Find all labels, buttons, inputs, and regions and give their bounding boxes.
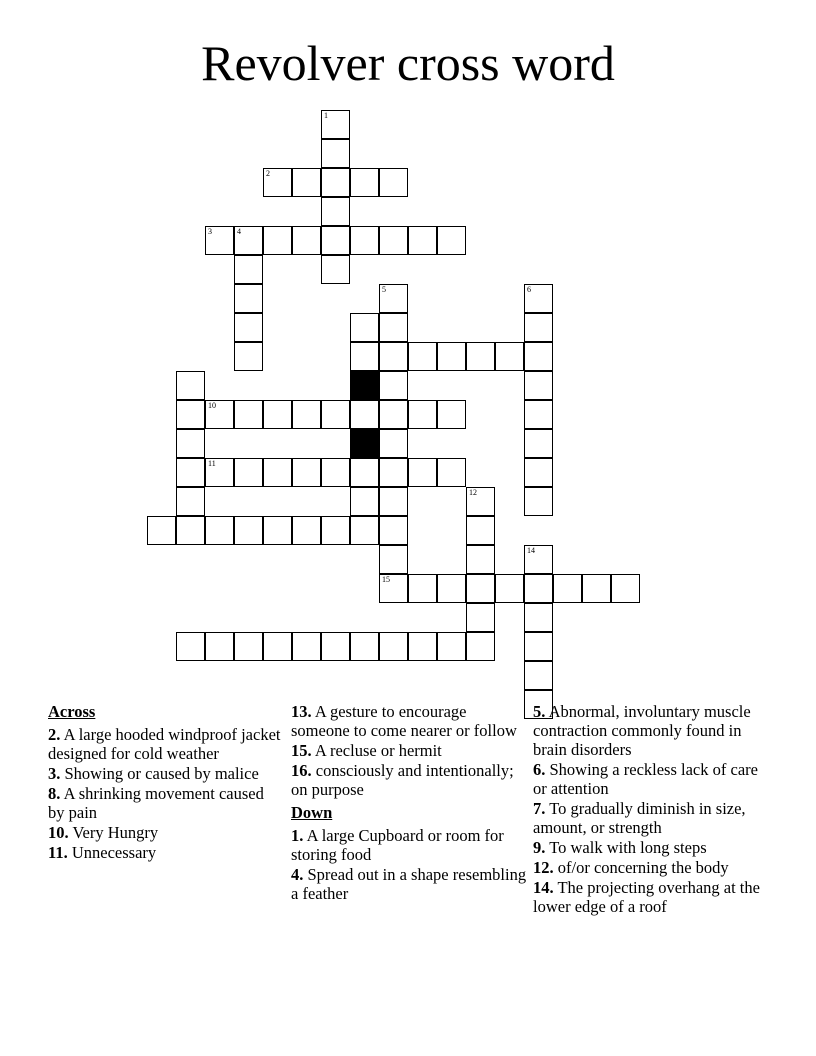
grid-cell[interactable]	[321, 458, 350, 487]
grid-cell[interactable]	[379, 342, 408, 371]
grid-cell[interactable]	[350, 516, 379, 545]
clue-down-4[interactable]: 4. Spread out in a shape resembling a feather	[291, 865, 527, 903]
cell-number: 15	[382, 575, 390, 584]
cell-number: 14	[527, 546, 535, 555]
grid-cell[interactable]	[350, 168, 379, 197]
grid-cell[interactable]	[437, 632, 466, 661]
grid-cell[interactable]	[524, 313, 553, 342]
cell-number: 4	[237, 227, 241, 236]
grid-cell[interactable]	[437, 574, 466, 603]
grid-cell[interactable]	[524, 603, 553, 632]
grid-cell[interactable]	[379, 487, 408, 516]
grid-cell[interactable]	[292, 458, 321, 487]
grid-cell[interactable]	[176, 458, 205, 487]
grid-cell[interactable]	[321, 255, 350, 284]
grid-cell[interactable]	[321, 226, 350, 255]
grid-cell[interactable]	[408, 574, 437, 603]
grid-cell[interactable]	[321, 516, 350, 545]
clue-column-3	[533, 702, 773, 917]
black-cell	[350, 429, 379, 458]
grid-cell[interactable]	[408, 400, 437, 429]
grid-cell[interactable]	[379, 371, 408, 400]
grid-cell[interactable]	[466, 574, 495, 603]
grid-cell[interactable]	[379, 574, 408, 603]
grid-cell[interactable]	[321, 139, 350, 168]
grid-cell[interactable]	[350, 313, 379, 342]
grid-cell[interactable]	[292, 400, 321, 429]
clue-down-7[interactable]: 7. To gradually diminish in size, amount, or strength	[533, 799, 746, 837]
grid-cell[interactable]	[350, 342, 379, 371]
grid-cell[interactable]	[437, 400, 466, 429]
clue-across-8[interactable]: 8. A shrinking movement caused by pain	[48, 784, 264, 822]
grid-cell[interactable]	[176, 429, 205, 458]
grid-cell[interactable]	[379, 168, 408, 197]
grid-cell[interactable]	[263, 168, 292, 197]
grid-cell[interactable]	[292, 516, 321, 545]
grid-cell[interactable]	[466, 516, 495, 545]
grid-cell[interactable]	[437, 458, 466, 487]
grid-cell[interactable]	[176, 371, 205, 400]
cell-number: 1	[324, 111, 328, 120]
grid-cell[interactable]	[263, 458, 292, 487]
grid-cell[interactable]	[437, 226, 466, 255]
clue-column-1	[48, 702, 284, 863]
clue-down-6[interactable]: 6. Showing a reckless lack of care or attention	[533, 760, 758, 798]
grid-cell[interactable]	[379, 458, 408, 487]
grid-cell[interactable]	[234, 342, 263, 371]
grid-cell[interactable]	[466, 342, 495, 371]
grid-cell[interactable]	[321, 110, 350, 139]
clue-down-9[interactable]: 9. To walk with long steps	[533, 838, 707, 857]
clue-across-16[interactable]: 16. consciously and intentionally; on purpose	[291, 761, 514, 799]
grid-cell[interactable]	[524, 429, 553, 458]
grid-cell[interactable]	[321, 197, 350, 226]
grid-cell[interactable]	[379, 545, 408, 574]
grid-cell[interactable]	[437, 342, 466, 371]
grid-cell[interactable]	[524, 458, 553, 487]
grid-cell[interactable]	[292, 168, 321, 197]
grid-cell[interactable]	[234, 458, 263, 487]
grid-cell[interactable]	[524, 400, 553, 429]
cell-number: 2	[266, 169, 270, 178]
grid-cell[interactable]	[524, 487, 553, 516]
down-heading: Down	[291, 803, 333, 822]
grid-cell[interactable]	[524, 371, 553, 400]
grid-cell[interactable]	[553, 574, 582, 603]
cell-number: 3	[208, 227, 212, 236]
grid-cell[interactable]	[263, 516, 292, 545]
grid-cell[interactable]	[292, 632, 321, 661]
grid-cell[interactable]	[350, 226, 379, 255]
clue-across-15[interactable]: 15. A recluse or hermit	[291, 741, 442, 760]
grid-cell[interactable]	[408, 632, 437, 661]
grid-cell[interactable]	[350, 632, 379, 661]
cell-number: 12	[469, 488, 477, 497]
grid-cell[interactable]	[524, 661, 553, 690]
grid-cell[interactable]	[205, 226, 234, 255]
grid-cell[interactable]	[582, 574, 611, 603]
grid-cell[interactable]	[205, 400, 234, 429]
grid-cell[interactable]	[292, 226, 321, 255]
grid-cell[interactable]	[321, 168, 350, 197]
grid-cell[interactable]	[234, 632, 263, 661]
grid-cell[interactable]	[205, 632, 234, 661]
grid-cell[interactable]	[379, 429, 408, 458]
clue-down-12[interactable]: 12. of/or concerning the body	[533, 858, 729, 877]
grid-cell[interactable]	[379, 516, 408, 545]
grid-cell[interactable]	[379, 313, 408, 342]
clue-down-14[interactable]: 14. The projecting overhang at the lower edge of a roof	[533, 878, 760, 916]
grid-cell[interactable]	[234, 313, 263, 342]
cell-number: 10	[208, 401, 216, 410]
clue-across-10[interactable]: 10. Very Hungry	[48, 823, 159, 842]
grid-cell[interactable]	[524, 632, 553, 661]
grid-cell[interactable]	[234, 226, 263, 255]
clue-column-2	[291, 702, 527, 904]
grid-cell[interactable]	[466, 632, 495, 661]
grid-cell[interactable]	[611, 574, 640, 603]
grid-cell[interactable]	[176, 400, 205, 429]
clue-across-11[interactable]: 11. Unnecessary	[48, 843, 157, 862]
cell-number: 11	[208, 459, 216, 468]
black-cell	[350, 371, 379, 400]
cell-number: 6	[527, 285, 531, 294]
grid-cell[interactable]	[350, 458, 379, 487]
page-title: Revolver cross word	[201, 35, 615, 91]
grid-cell[interactable]	[205, 458, 234, 487]
grid-cell[interactable]	[524, 284, 553, 313]
grid-cell[interactable]	[234, 516, 263, 545]
clue-down-1[interactable]: 1. A large Cupboard or room for storing food	[291, 826, 504, 864]
grid-cell[interactable]	[263, 632, 292, 661]
grid-cell[interactable]	[234, 400, 263, 429]
grid-cell[interactable]	[466, 545, 495, 574]
grid-cell[interactable]	[524, 545, 553, 574]
grid-cell[interactable]	[466, 603, 495, 632]
grid-cell[interactable]	[350, 487, 379, 516]
clue-across-2[interactable]: 2. A large hooded windproof jacket designed for cold weather	[48, 725, 281, 763]
grid-cell[interactable]	[495, 342, 524, 371]
grid-cell[interactable]	[495, 574, 524, 603]
grid-cell[interactable]	[379, 400, 408, 429]
clue-across-13[interactable]: 13. A gesture to encourage someone to come nearer or follow	[291, 702, 517, 740]
clue-down-5[interactable]: 5. Abnormal, involuntary muscle contraction commonly found in brain disorders	[533, 702, 751, 759]
grid-cell[interactable]	[234, 284, 263, 313]
grid-cell[interactable]	[524, 574, 553, 603]
grid-cell[interactable]	[321, 400, 350, 429]
across-heading: Across	[48, 702, 96, 721]
grid-cell[interactable]	[408, 342, 437, 371]
cell-number: 5	[382, 285, 386, 294]
grid-cell[interactable]	[321, 632, 350, 661]
grid-cell[interactable]	[524, 342, 553, 371]
grid-cell[interactable]	[466, 487, 495, 516]
grid-cell[interactable]	[234, 255, 263, 284]
grid-cell[interactable]	[176, 516, 205, 545]
grid-cell[interactable]	[408, 458, 437, 487]
grid-cell[interactable]	[263, 400, 292, 429]
grid-cell[interactable]	[176, 487, 205, 516]
grid-cell[interactable]	[350, 400, 379, 429]
grid-cell[interactable]	[147, 516, 176, 545]
grid-cell[interactable]	[379, 226, 408, 255]
clue-across-3[interactable]: 3. Showing or caused by malice	[48, 764, 259, 783]
grid-cell[interactable]	[205, 516, 234, 545]
grid-cell[interactable]	[408, 226, 437, 255]
grid-cell[interactable]	[176, 632, 205, 661]
grid-cell[interactable]	[379, 632, 408, 661]
grid-cell[interactable]	[263, 226, 292, 255]
grid-cell[interactable]	[379, 284, 408, 313]
